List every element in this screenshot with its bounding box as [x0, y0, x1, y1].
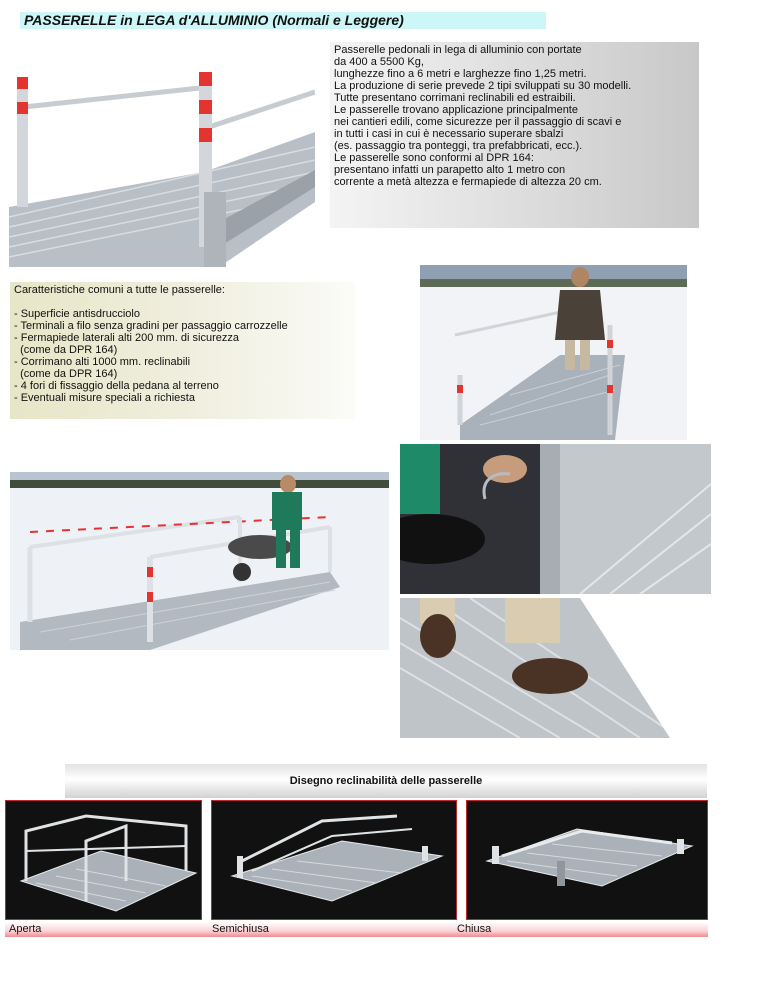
diagram-half-closed — [211, 800, 457, 920]
label-open: Aperta — [9, 923, 42, 935]
features-box — [10, 282, 355, 419]
features-heading: Caratteristiche comuni a tutte le passerelle: — [14, 284, 225, 296]
description-line: Le passerelle trovano applicazione principalmente — [334, 104, 578, 116]
description-line: Tutte presentano corrimani reclinabili ed estraibili. — [334, 92, 576, 104]
description-line: lunghezze fino a 6 metri e larghezze fino 1,25 metri. — [334, 68, 587, 80]
description-line: corrente a metà altezza e fermapiede di altezza 20 cm. — [334, 176, 602, 188]
photo-woman-on-walkway — [420, 265, 687, 440]
feature-item: - 4 fori di fissaggio della pedana al terreno — [14, 380, 219, 392]
description-line: presentano infatti un parapetto alto 1 metro con — [334, 164, 566, 176]
page-title: PASSERELLE in LEGA d'ALLUMINIO (Normali e Leggere) — [20, 12, 546, 29]
feature-item: - Eventuali misure speciali a richiesta — [14, 392, 195, 404]
label-closed: Chiusa — [457, 923, 492, 935]
feature-item: - Corrimano alti 1000 mm. reclinabili — [14, 356, 191, 368]
feature-item: - Terminali a filo senza gradini per passaggio carrozzelle — [14, 320, 288, 332]
feature-item: (come da DPR 164) — [14, 368, 118, 380]
description-line: (es. passaggio tra ponteggi, tra prefabbricati, ecc.). — [334, 140, 583, 152]
label-half-closed: Semichiusa — [212, 923, 269, 935]
photo-fixing-peg-closeup — [400, 444, 711, 594]
feature-item: - Fermapiede laterali alti 200 mm. di sicurezza — [14, 332, 239, 344]
photo-antislip-surface — [400, 598, 702, 738]
diagram-labels — [5, 922, 708, 937]
description-line: in tutti i casi in cui è necessario superare sbalzi — [334, 128, 564, 140]
diagram-open — [5, 800, 202, 920]
feature-item: - Superficie antisdrucciolo — [14, 308, 140, 320]
feature-item: (come da DPR 164) — [14, 344, 118, 356]
description-line: La produzione di serie prevede 2 tipi sviluppati su 30 modelli. — [334, 80, 632, 92]
photo-man-with-wheelbarrow — [10, 472, 389, 650]
product-description — [330, 42, 699, 228]
diagram-closed — [466, 800, 708, 920]
description-line: da 400 a 5500 Kg, — [334, 56, 424, 68]
description-line: Passerelle pedonali in lega di alluminio con portate — [334, 44, 582, 56]
description-line: nei cantieri edili, come sicurezze per il passaggio di scavi e — [334, 116, 622, 128]
product-photo-walkway — [9, 72, 315, 267]
description-line: Le passerelle sono conformi al DPR 164: — [334, 152, 534, 164]
diagram-banner: Disegno reclinabilità delle passerelle — [65, 764, 707, 798]
